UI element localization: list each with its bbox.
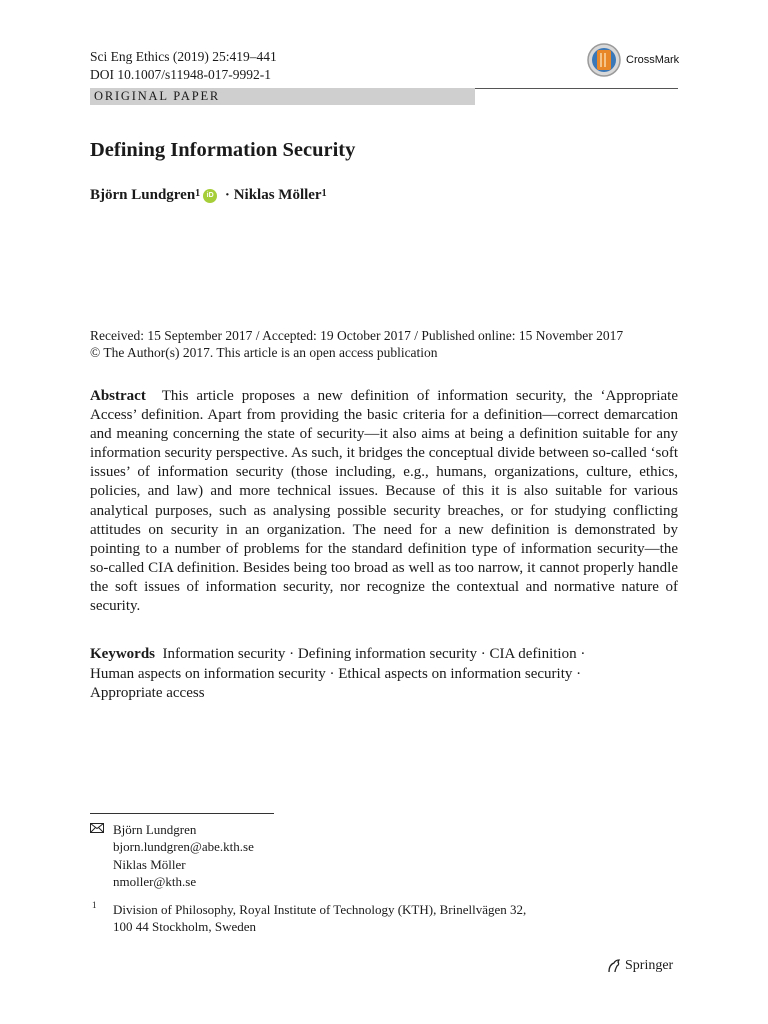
springer-horse-icon (606, 958, 622, 974)
section-band (90, 88, 475, 105)
keywords (90, 645, 610, 704)
author-separator: · (221, 187, 234, 203)
history-dates: Received: 15 September 2017 / Accepted: 19 October 2017 / Published online: 15 November 2017 (90, 328, 624, 343)
footnote-email[interactable]: nmoller@kth.se (113, 873, 197, 889)
affiliation-line: 100 44 Stockholm, Sweden (113, 918, 256, 934)
author-affiliation-marker: 1 (195, 188, 201, 199)
second-author-contact (113, 857, 196, 890)
paper-title: Defining Information Security (90, 139, 356, 161)
publication-history (90, 327, 623, 361)
header-rule (475, 88, 678, 89)
author-name: Björn Lundgren (90, 187, 196, 203)
corresponding-author (113, 822, 254, 855)
footnote-email[interactable]: bjorn.lundgren@abe.kth.se (113, 838, 254, 854)
orcid-icon[interactable]: iD (203, 189, 217, 203)
author-list (90, 187, 327, 204)
crossmark-icon (586, 42, 622, 78)
author-affiliation-marker: 1 (321, 188, 327, 199)
journal-header (90, 48, 277, 84)
keywords-text: Information security · Defining information security · CIA definition · Human aspects on information security · Ethical aspects on information security · Appropriate access (90, 646, 586, 701)
footnote-rule (90, 813, 274, 814)
author-name: Niklas Möller (233, 187, 322, 203)
affiliation-line: Division of Philosophy, Royal Institute of Technology (KTH), Brinellvägen 32, (113, 902, 527, 917)
section-label: ORIGINAL PAPER (94, 89, 221, 103)
copyright-line: © The Author(s) 2017. This article is an open access publication (90, 345, 438, 360)
affiliation (113, 902, 526, 935)
footnote-author-name: Björn Lundgren (113, 822, 197, 837)
publisher-name: Springer (625, 958, 674, 973)
keywords-heading: Keywords (90, 646, 155, 662)
abstract-text: This article proposes a new definition of information security, the ‘Appropriate Access’ definition. Apart from providing the basic criteria for a definition—correct demarcation and meaning concerning the state of security—it also aims at being a definition suitable for any information security perspective. As such, it bridges the conceptual divide between so-called ‘soft issues’ of information security (those including, e.g., humans, organizations, culture, ethics, policies, and law) and more technical issues. Because of this it is also suitable for various analytical purposes, such as analysing possible security breaches, or for studying conflicting attitudes on security in an organization. The need for a new definition is demonstrated by pointing to a number of problems for the standard definition type of information security—the so-called CIA definition. Besides being too broad as well as too narrow, it cannot properly handle the soft issues of information security, nor recognize the contextual and normative nature of security. (90, 388, 679, 615)
publisher-logo (606, 958, 673, 974)
mail-icon (90, 823, 104, 833)
crossmark-label: CrossMark (626, 54, 680, 66)
abstract-heading: Abstract (90, 388, 146, 404)
footnote-author-name: Niklas Möller (113, 857, 186, 872)
crossmark-badge[interactable] (586, 42, 679, 78)
journal-citation: Sci Eng Ethics (2019) 25:419–441 (90, 49, 277, 64)
affiliation-number: 1 (92, 900, 97, 910)
doi[interactable]: DOI 10.1007/s11948-017-9992-1 (90, 67, 271, 82)
abstract (90, 387, 678, 616)
